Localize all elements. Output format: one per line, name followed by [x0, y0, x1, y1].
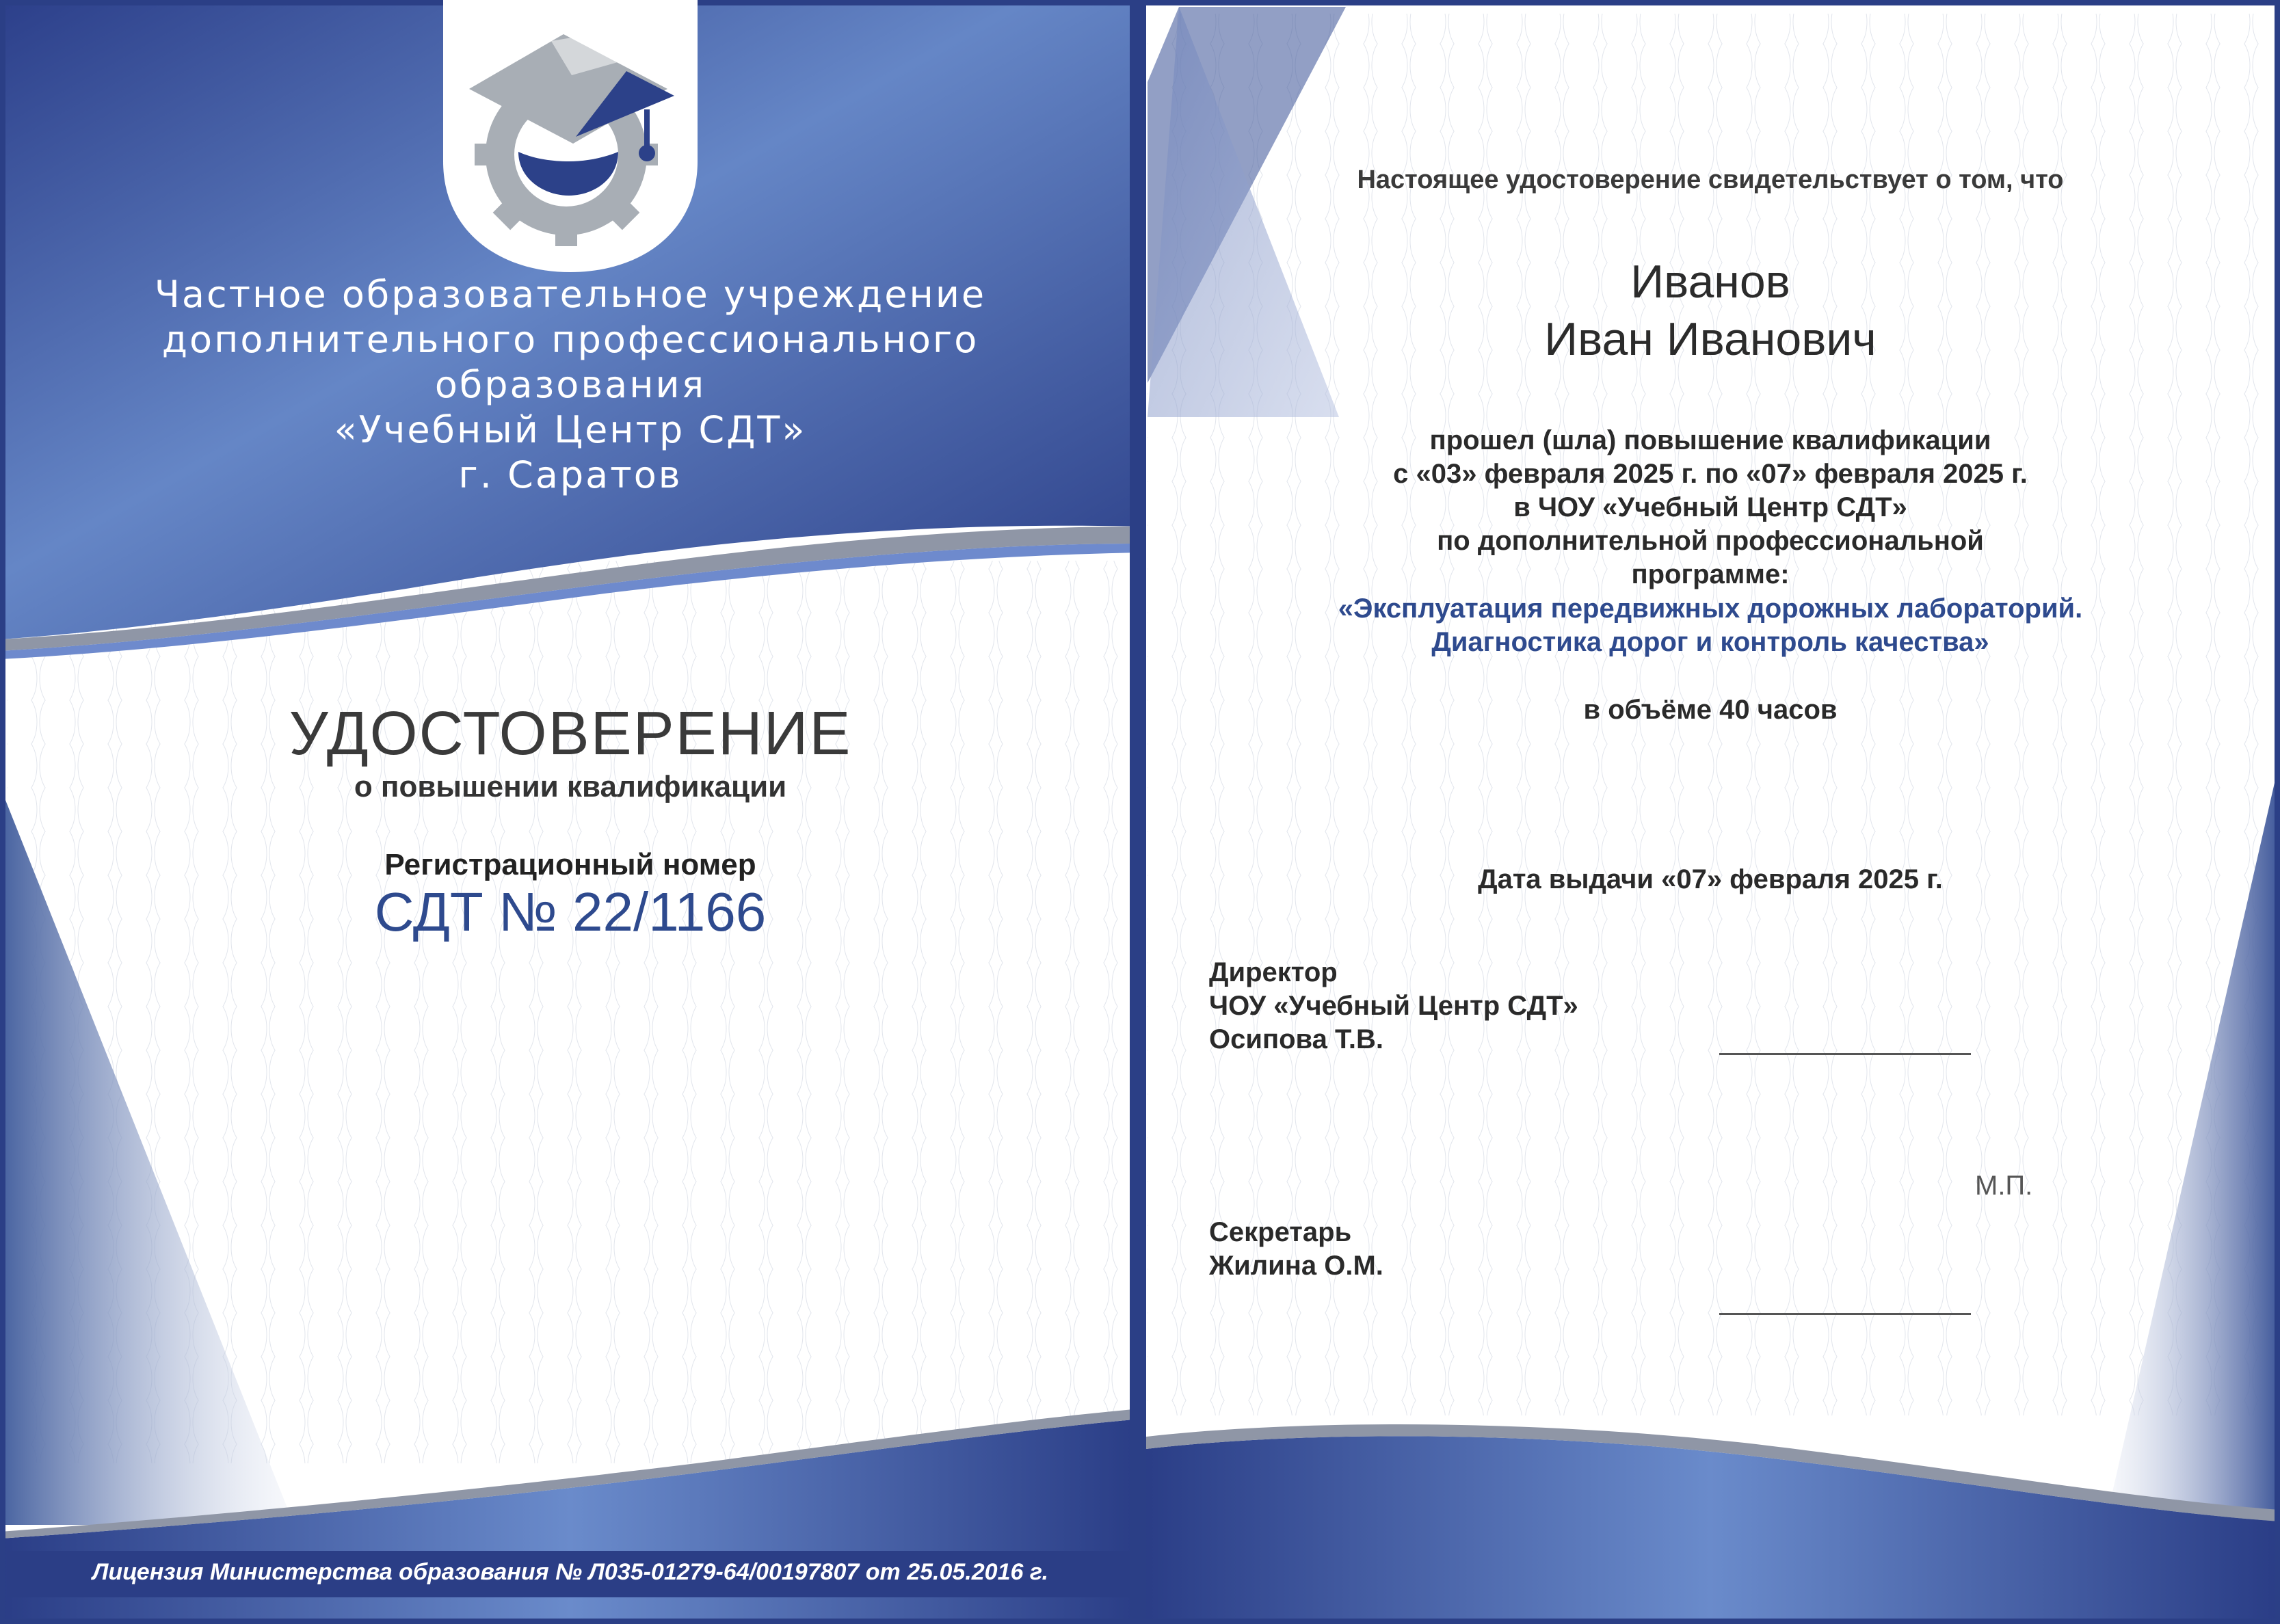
secretary-title: Секретарь [1209, 1217, 1352, 1247]
body-line: в ЧОУ «Учебный Центр СДТ» [1513, 492, 1907, 522]
registration-label: Регистрационный номер [384, 848, 756, 881]
director-name: Осипова Т.В. [1209, 1024, 1383, 1054]
program-title-line: Диагностика дорог и контроль качества» [1431, 627, 1989, 657]
graduation-cap-gear-road-logo [442, 0, 699, 274]
recipient-given-names: Иван Иванович [1544, 313, 1877, 365]
issue-date: Дата выдачи «07» февраля 2025 г. [1478, 864, 1943, 894]
course-volume: в объёме 40 часов [1583, 695, 1838, 725]
director-organization: ЧОУ «Учебный Центр СДТ» [1209, 991, 1578, 1021]
body-line: программе: [1631, 559, 1790, 589]
recipient-surname: Иванов [1630, 256, 1790, 308]
organization-name-line: Частное образовательное учреждение [154, 273, 987, 316]
intro-text: Настоящее удостоверение свидетельствует о том, что [1357, 165, 2064, 194]
director-title: Директор [1209, 957, 1338, 987]
program-title-line: «Эксплуатация передвижных дорожных лабораторий. [1338, 594, 2083, 624]
organization-name-line: образования [434, 363, 706, 406]
director-signature-block [1209, 956, 1578, 1056]
certificate-body [1141, 424, 2280, 591]
director-signature-line [1719, 1053, 1971, 1055]
secretary-name: Жилина О.М. [1209, 1251, 1383, 1281]
certificate-inner [1141, 0, 2280, 1624]
inner-background [1141, 0, 2280, 1624]
program-title [1141, 592, 2280, 659]
body-line: прошел (шла) повышение квалификации [1429, 425, 1991, 455]
license-text: Лицензия Министерства образования № Л035-01279-64/00197807 от 25.05.2016 г. [92, 1559, 1048, 1585]
stamp-place-label: М.П. [1975, 1171, 2033, 1201]
organization-name-line: г. Саратов [458, 453, 682, 496]
recipient-name [1141, 253, 2280, 368]
document-subtitle: о повышении квалификации [354, 770, 787, 803]
body-line: по дополнительной профессиональной [1437, 526, 1984, 556]
secretary-signature-block [1209, 1216, 1383, 1283]
body-line: с «03» февраля 2025 г. по «07» февраля 2025 г. [1393, 459, 2028, 489]
registration-number: СДТ № 22/1166 [374, 881, 767, 942]
organization-name-line: «Учебный Центр СДТ» [334, 408, 807, 451]
document-title: УДОСТОВЕРЕНИЕ [289, 700, 852, 768]
organization-name [0, 272, 1141, 498]
secretary-signature-line [1719, 1313, 1971, 1315]
organization-name-line: дополнительного профессионального [161, 318, 979, 361]
